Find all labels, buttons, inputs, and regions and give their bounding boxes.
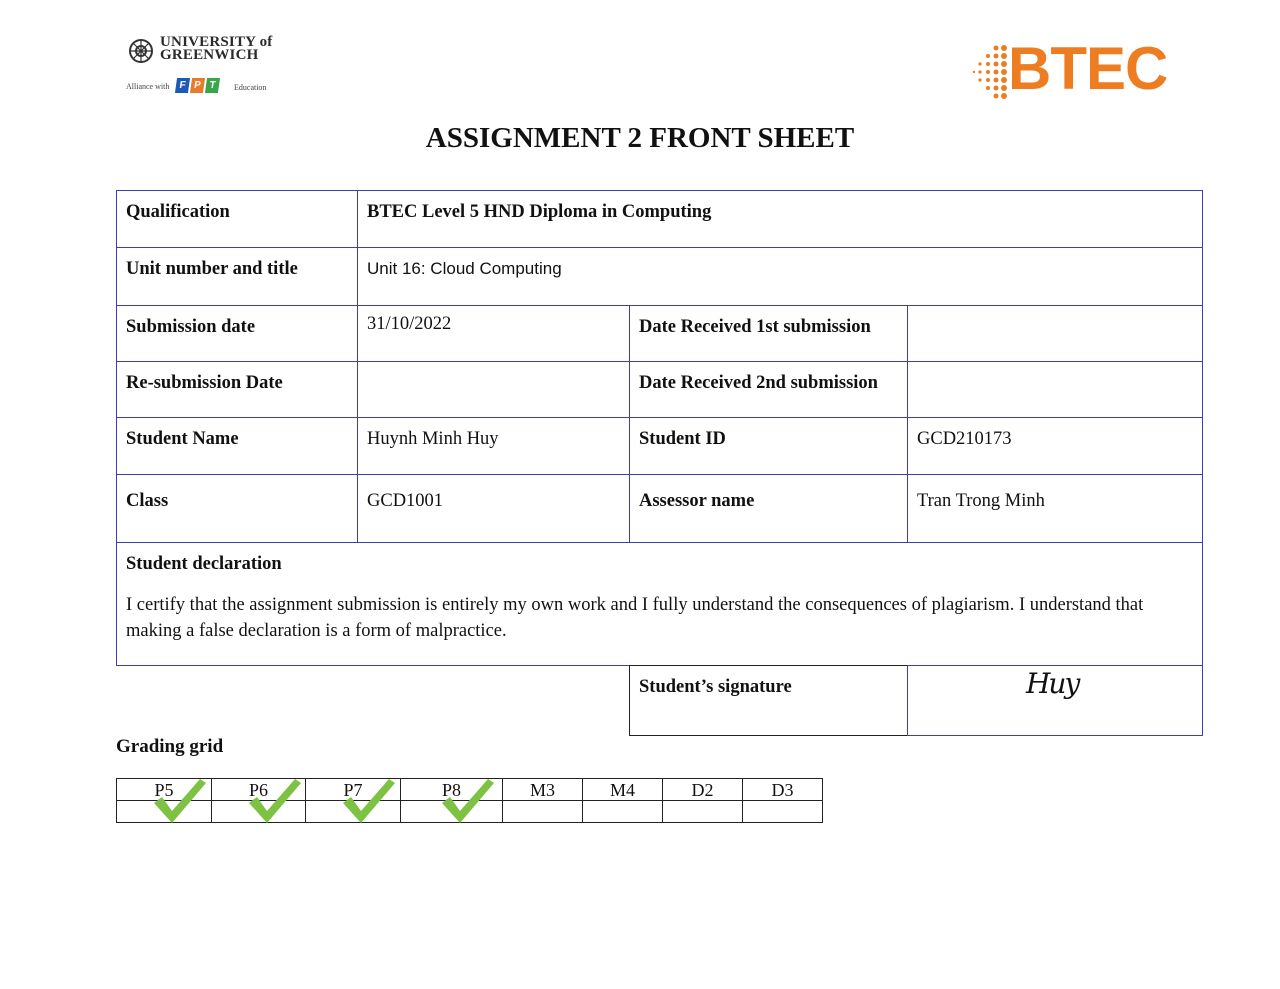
check-icon (341, 777, 397, 827)
date-received-2-value (907, 361, 1203, 418)
grade-criterion: P5 (117, 779, 212, 801)
class-label: Class (116, 474, 358, 543)
alliance-text: Alliance with (126, 82, 170, 91)
resubmission-label: Re-submission Date (116, 361, 358, 418)
qualification-value: BTEC Level 5 HND Diploma in Computing (357, 190, 1203, 248)
student-declaration (116, 542, 1203, 666)
fpt-letter-t: T (205, 78, 220, 93)
university-name: UNIVERSITY of GREENWICH (160, 34, 273, 63)
university-crest-icon (126, 38, 156, 64)
fpt-logo (176, 78, 219, 93)
grade-criterion: D2 (663, 779, 743, 801)
btec-dots-icon (970, 42, 1010, 102)
education-text: Education (234, 83, 267, 92)
class-value: GCD1001 (357, 474, 630, 543)
check-icon (247, 777, 303, 827)
university-logo (126, 36, 276, 106)
date-received-1-value (907, 305, 1203, 362)
grade-criterion: P7 (306, 779, 401, 801)
signature-box (907, 665, 1203, 736)
resubmission-value (357, 361, 630, 418)
unit-value: Unit 16: Cloud Computing (357, 247, 1203, 306)
grading-grid-label: Grading grid (116, 736, 224, 757)
fpt-letter-f: F (175, 78, 190, 93)
student-name-value: Huynh Minh Huy (357, 417, 630, 475)
fpt-letter-p: P (190, 78, 205, 93)
qualification-label: Qualification (116, 190, 358, 248)
grade-criterion: D3 (743, 779, 823, 801)
date-received-2-label: Date Received 2nd submission (629, 361, 908, 418)
grade-criterion: M3 (503, 779, 583, 801)
btec-logo (970, 35, 1170, 104)
grade-result-cell (663, 801, 743, 823)
declaration-text: I certify that the assignment submission is entirely my own work and I fully understand the consequences of plagiarism. I understand that making a false declaration is a form of malpractice. (126, 595, 1144, 641)
declaration-heading: Student declaration (126, 554, 282, 574)
check-icon (152, 777, 208, 827)
submission-date-label: Submission date (116, 305, 358, 362)
grade-result-cell (503, 801, 583, 823)
date-received-1-label: Date Received 1st submission (629, 305, 908, 362)
assessor-value: Tran Trong Minh (907, 474, 1203, 543)
assessor-label: Assessor name (629, 474, 908, 543)
submission-date-value: 31/10/2022 (357, 305, 630, 362)
student-id-label: Student ID (629, 417, 908, 475)
signature-label: Student’s signature (629, 665, 908, 736)
btec-wordmark: BTEC (1008, 35, 1168, 102)
signature-value: Huy (1026, 667, 1079, 700)
student-id-value: GCD210173 (907, 417, 1203, 475)
check-icon (440, 777, 496, 827)
page-title: ASSIGNMENT 2 FRONT SHEET (425, 122, 855, 154)
grade-criterion: P6 (212, 779, 306, 801)
grade-criterion: M4 (583, 779, 663, 801)
grade-criterion: P8 (401, 779, 503, 801)
student-name-label: Student Name (116, 417, 358, 475)
grade-result-cell (583, 801, 663, 823)
grade-result-cell (743, 801, 823, 823)
unit-label: Unit number and title (116, 247, 358, 306)
